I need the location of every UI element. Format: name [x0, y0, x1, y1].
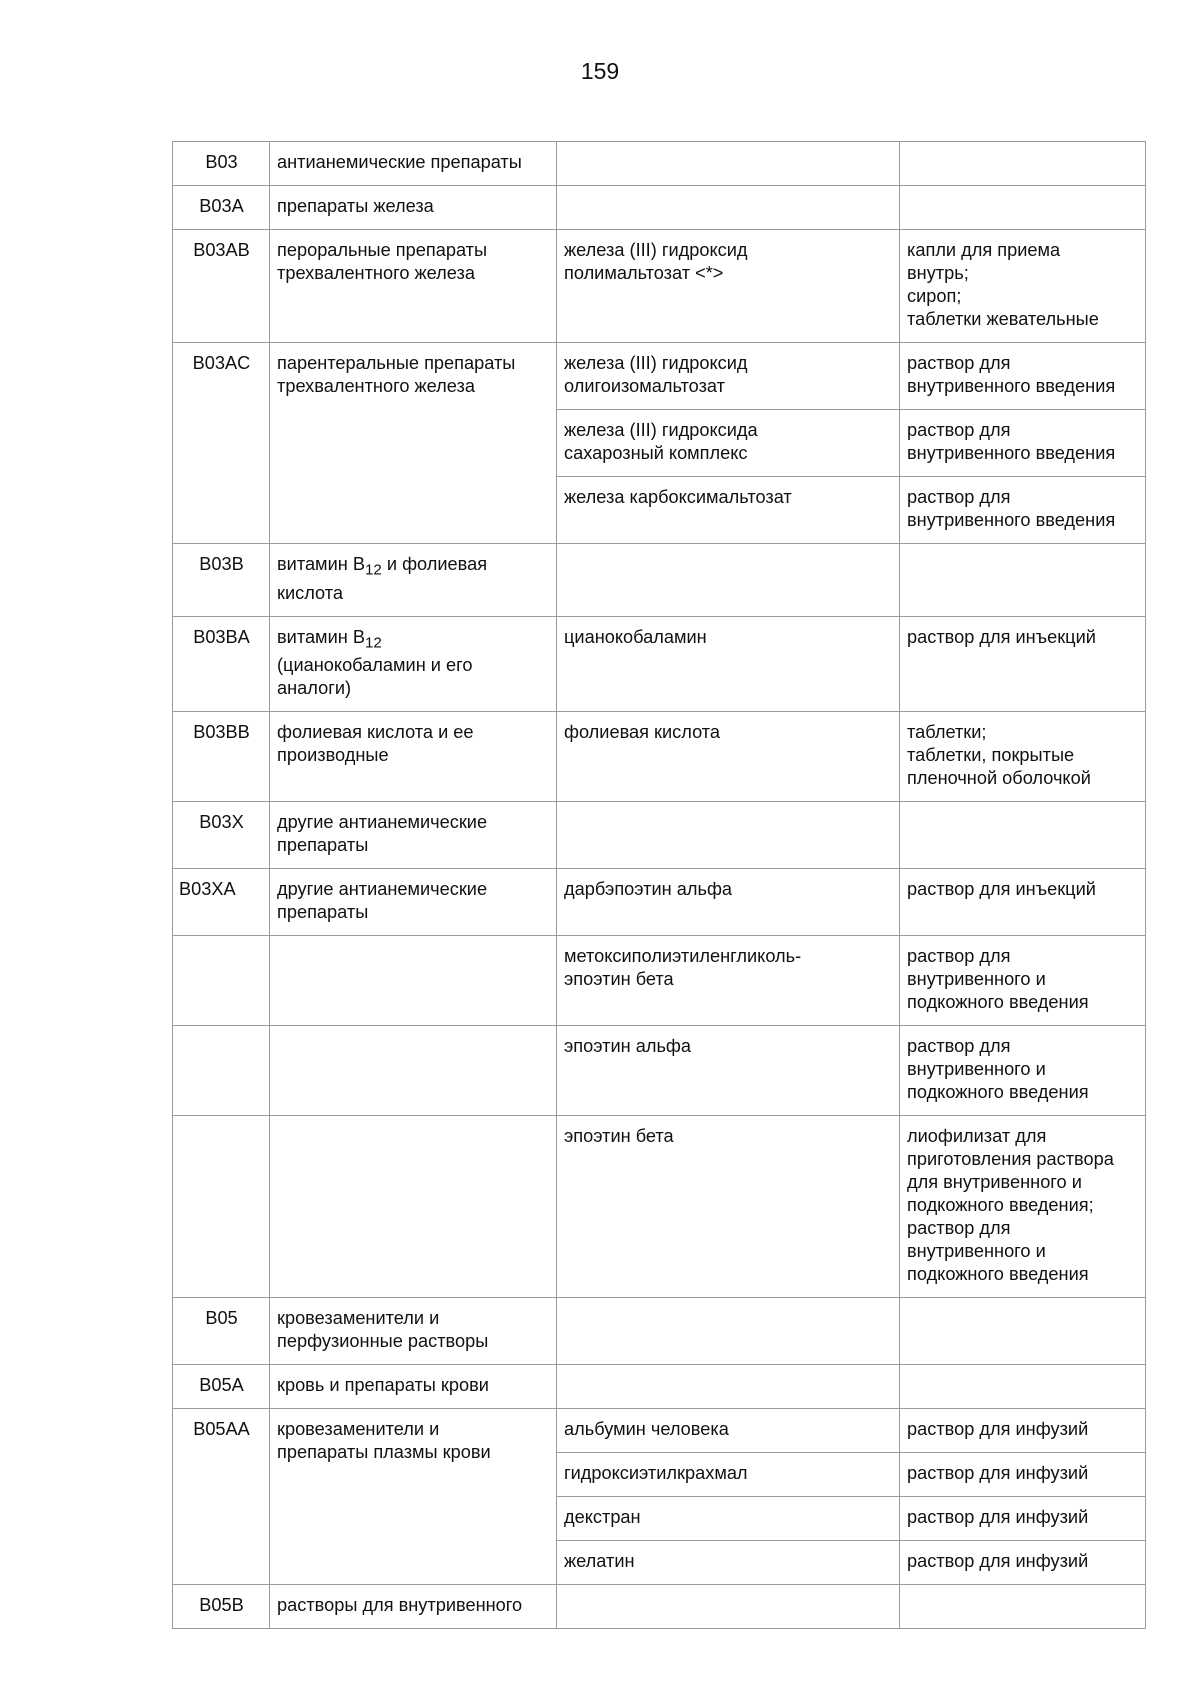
dosage-form — [900, 142, 1146, 186]
group-name — [270, 936, 557, 1026]
subscript: 12 — [364, 634, 382, 652]
table-row — [173, 616, 1146, 712]
drug-name: фолиевая кислота — [557, 712, 900, 802]
group-name: пероральные препараты трехвалентного железа — [270, 230, 557, 343]
atc-code: B05AA — [173, 1409, 270, 1585]
dosage-form — [900, 544, 1146, 617]
atc-code: B03B — [173, 544, 270, 617]
drug-name: железа (III) гидроксида сахарозный комплекс — [557, 410, 900, 477]
atc-code: B03 — [173, 142, 270, 186]
atc-code: B03BB — [173, 712, 270, 802]
group-name — [270, 544, 557, 617]
drug-name: эпоэтин бета — [557, 1116, 900, 1298]
drug-name: альбумин человека — [557, 1409, 900, 1453]
medication-table — [172, 141, 1146, 1629]
group-name: кровь и препараты крови — [270, 1365, 557, 1409]
dosage-form: раствор для инфузий — [900, 1541, 1146, 1585]
table-row — [173, 1026, 1146, 1116]
group-name: кровезаменители и препараты плазмы крови — [270, 1409, 557, 1585]
dosage-form: раствор для внутривенного и подкожного введения — [900, 936, 1146, 1026]
drug-name: декстран — [557, 1497, 900, 1541]
group-name — [270, 616, 557, 712]
atc-code — [173, 1026, 270, 1116]
group-name: кровезаменители и перфузионные растворы — [270, 1298, 557, 1365]
drug-name: гидроксиэтилкрахмал — [557, 1453, 900, 1497]
drug-name: железа (III) гидроксид полимальтозат <*> — [557, 230, 900, 343]
table-row — [173, 1116, 1146, 1298]
dosage-form: раствор для инфузий — [900, 1409, 1146, 1453]
table-row — [173, 1298, 1146, 1365]
table-row — [173, 936, 1146, 1026]
table-row — [173, 802, 1146, 869]
drug-name — [557, 802, 900, 869]
dosage-form: раствор для инфузий — [900, 1497, 1146, 1541]
atc-code: B05 — [173, 1298, 270, 1365]
table-row — [173, 186, 1146, 230]
drug-name: эпоэтин альфа — [557, 1026, 900, 1116]
atc-code — [173, 1116, 270, 1298]
atc-code: B03AB — [173, 230, 270, 343]
drug-name: метоксиполиэтиленгликоль- эпоэтин бета — [557, 936, 900, 1026]
drug-name — [557, 1298, 900, 1365]
table-row — [173, 1409, 1146, 1453]
atc-code — [173, 936, 270, 1026]
drug-name: цианокобаламин — [557, 616, 900, 712]
drug-name — [557, 544, 900, 617]
dosage-form: лиофилизат для приготовления раствора для внутривенного и подкожного введения; раствор для внутривенного и подкожного введения — [900, 1116, 1146, 1298]
drug-name: железа карбоксимальтозат — [557, 477, 900, 544]
dosage-form: раствор для инъекций — [900, 869, 1146, 936]
table-row — [173, 230, 1146, 343]
group-name: препараты железа — [270, 186, 557, 230]
group-name: антианемические препараты — [270, 142, 557, 186]
drug-name: дарбэпоэтин альфа — [557, 869, 900, 936]
atc-code: B03A — [173, 186, 270, 230]
dosage-form — [900, 802, 1146, 869]
table-row — [173, 1365, 1146, 1409]
dosage-form: раствор для внутривенного введения — [900, 410, 1146, 477]
dosage-form — [900, 1298, 1146, 1365]
group-name-text: (цианокобаламин и его аналоги) — [277, 655, 473, 699]
dosage-form — [900, 1365, 1146, 1409]
dosage-form: раствор для инфузий — [900, 1453, 1146, 1497]
group-name-text: и фолиевая кислота — [277, 554, 488, 603]
subscript: 12 — [364, 561, 382, 579]
dosage-form: раствор для внутривенного введения — [900, 477, 1146, 544]
table-row — [173, 142, 1146, 186]
dosage-form: раствор для инъекций — [900, 616, 1146, 712]
group-name: парентеральные препараты трехвалентного железа — [270, 343, 557, 544]
atc-code: B03X — [173, 802, 270, 869]
group-name: другие антианемические препараты — [270, 802, 557, 869]
drug-name: желатин — [557, 1541, 900, 1585]
table-row — [173, 869, 1146, 936]
group-name — [270, 1116, 557, 1298]
dosage-form: капли для приема внутрь; сироп; таблетки жевательные — [900, 230, 1146, 343]
drug-name: железа (III) гидроксид олигоизомальтозат — [557, 343, 900, 410]
drug-name — [557, 186, 900, 230]
dosage-form — [900, 1585, 1146, 1629]
table-row — [173, 544, 1146, 617]
group-name: растворы для внутривенного — [270, 1585, 557, 1629]
dosage-form — [900, 186, 1146, 230]
table-row — [173, 1585, 1146, 1629]
atc-code: B05B — [173, 1585, 270, 1629]
atc-code: B03BA — [173, 616, 270, 712]
atc-code: B05A — [173, 1365, 270, 1409]
drug-name — [557, 142, 900, 186]
group-name: другие антианемические препараты — [270, 869, 557, 936]
dosage-form: раствор для внутривенного введения — [900, 343, 1146, 410]
atc-code: B03AC — [173, 343, 270, 544]
dosage-form: раствор для внутривенного и подкожного введения — [900, 1026, 1146, 1116]
atc-code: B03XA — [173, 869, 270, 936]
dosage-form: таблетки; таблетки, покрытые пленочной оболочкой — [900, 712, 1146, 802]
group-name-text: витамин B — [277, 626, 365, 647]
drug-name — [557, 1585, 900, 1629]
group-name-text: витамин B — [277, 554, 365, 574]
page-number: 159 — [580, 58, 620, 84]
group-name — [270, 1026, 557, 1116]
group-name: фолиевая кислота и ее производные — [270, 712, 557, 802]
table-row — [173, 712, 1146, 802]
table-row — [173, 343, 1146, 410]
drug-name — [557, 1365, 900, 1409]
